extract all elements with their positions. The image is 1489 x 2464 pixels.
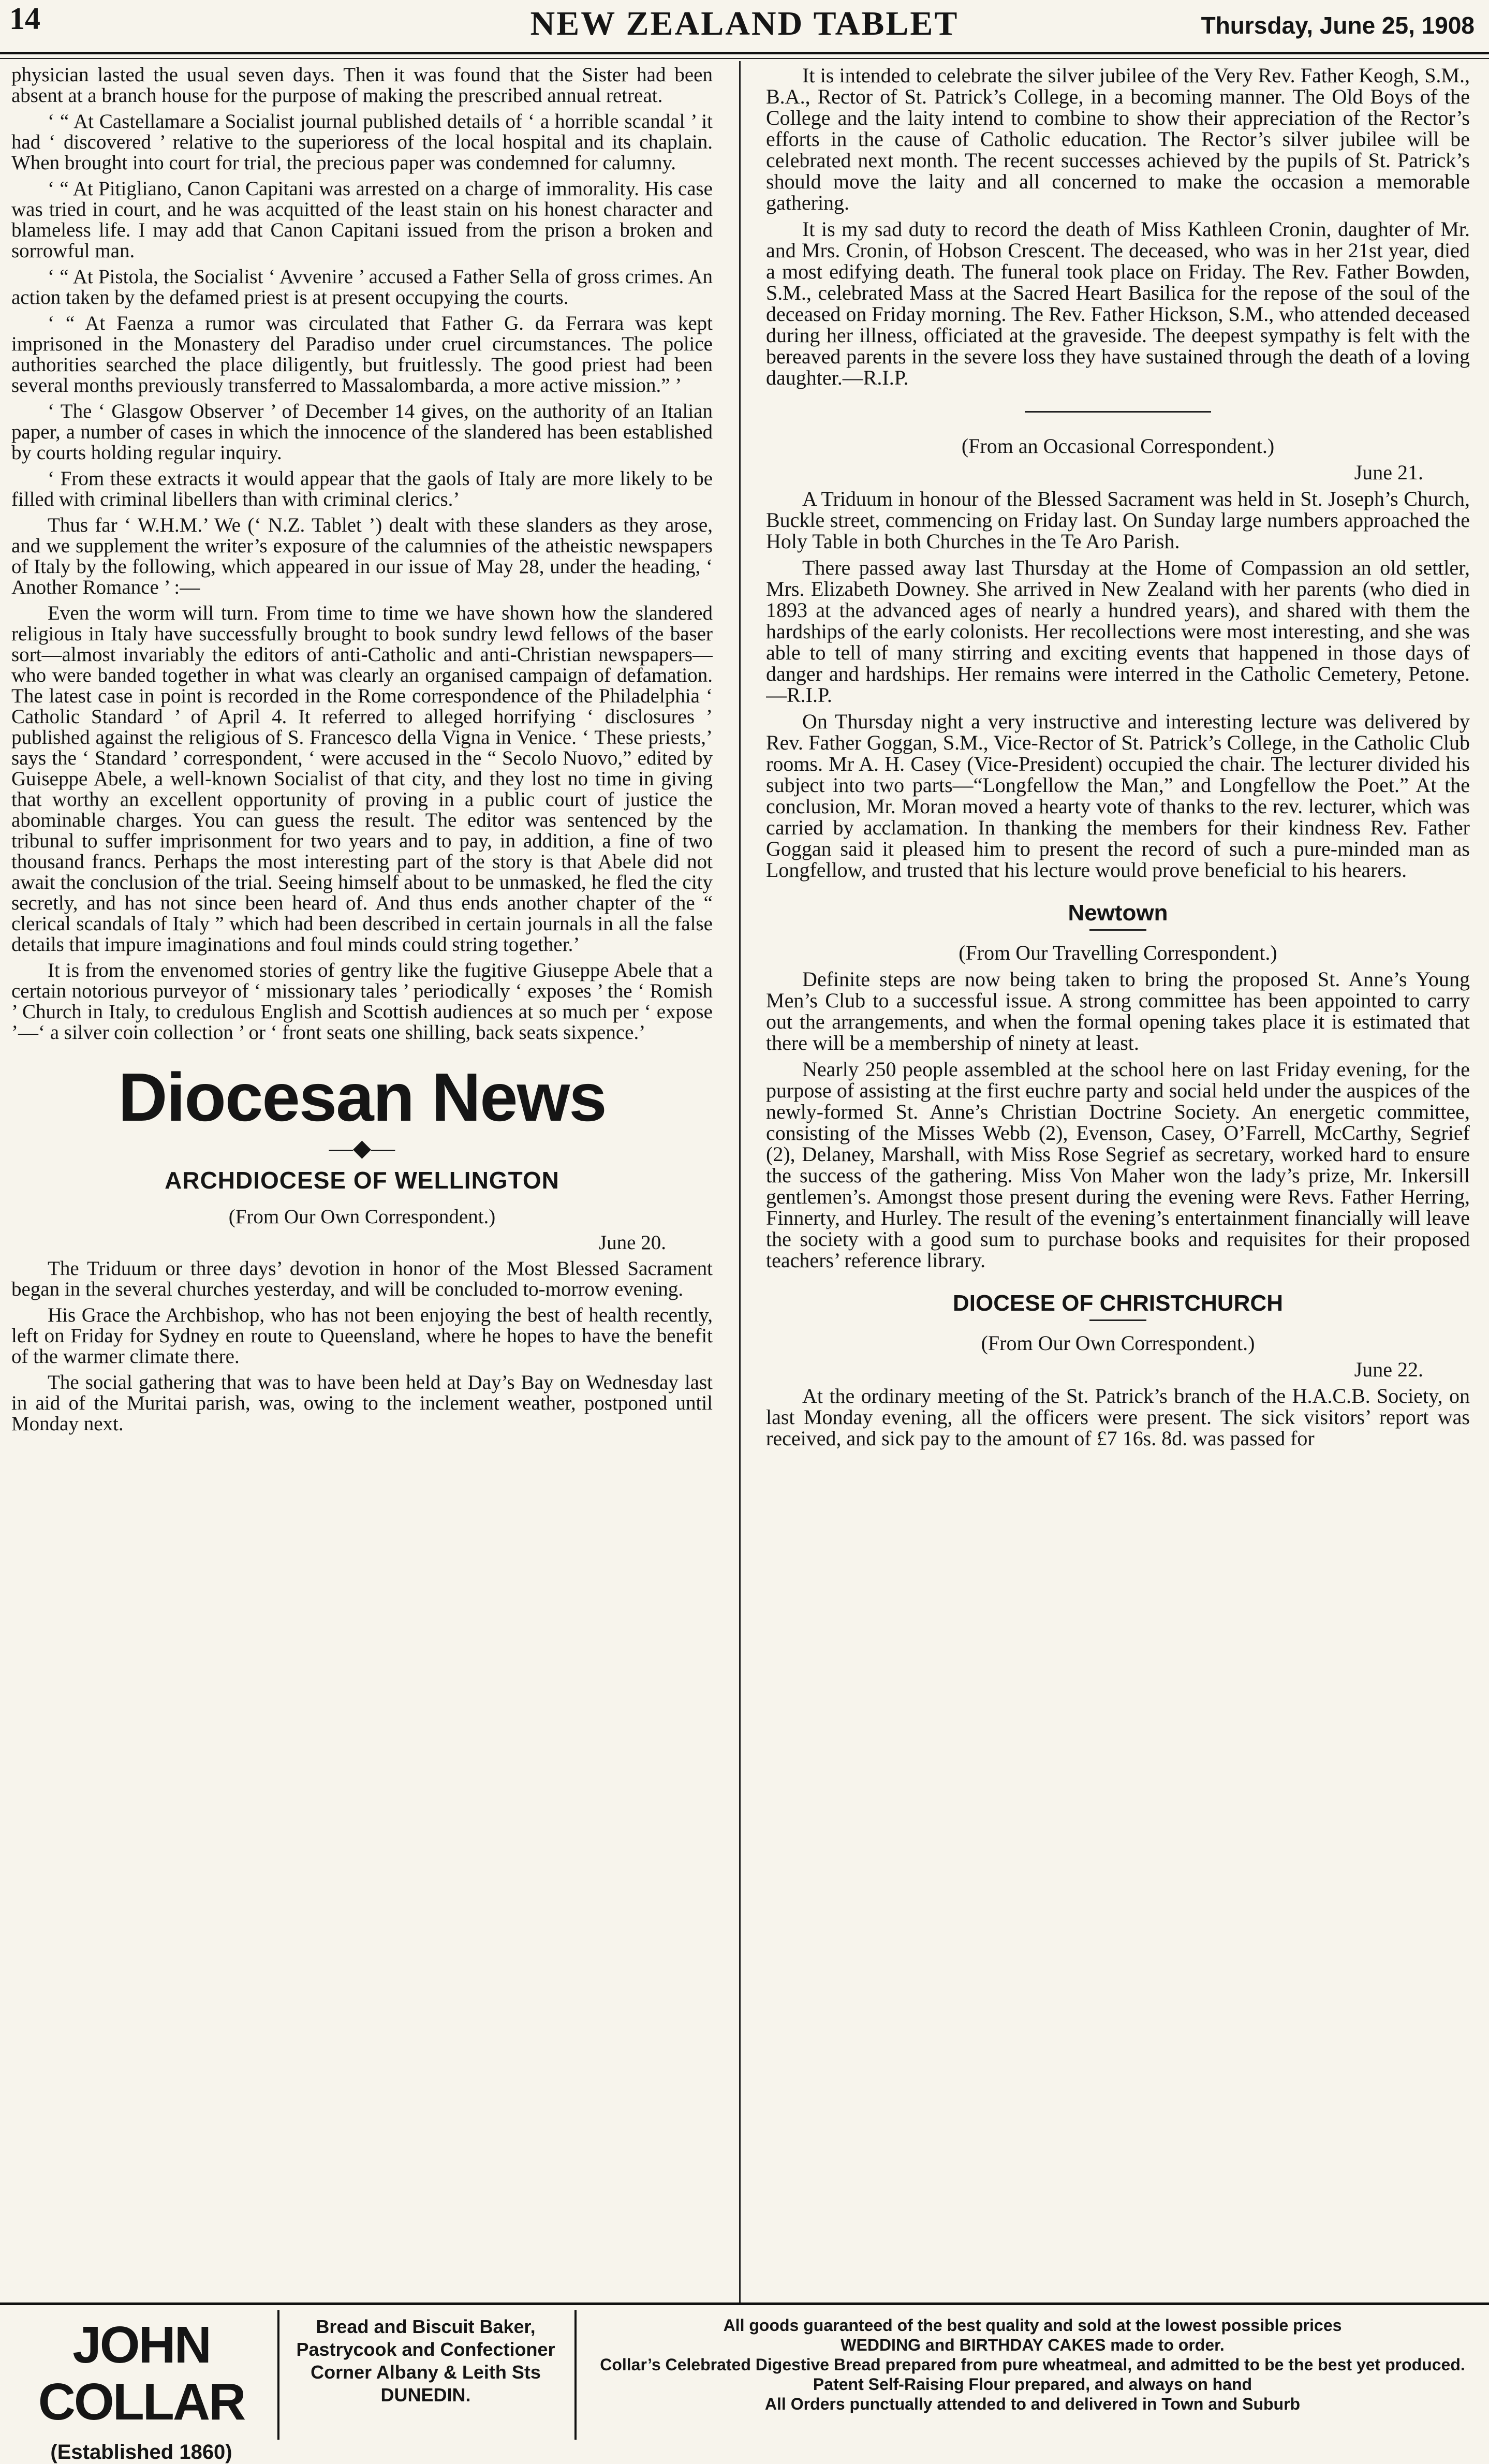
ad-divider (574, 2310, 577, 2440)
correspondent-line: (From Our Own Correspondent.) (981, 1331, 1255, 1355)
ad-trade-box (285, 2315, 567, 2407)
correspondent-line: (From an Occasional Correspondent.) (961, 434, 1275, 458)
ad-established: (Established 1860) (50, 2441, 232, 2463)
ornament-divider: —◆— (329, 1135, 395, 1161)
ad-trade-line: Pastrycook and Confectioner (296, 2339, 555, 2360)
article-paragraph: Even the worm will turn. From time to time we have shown how the slandered religious in Italy have successfully brought to book sundry lewd fellows of the baser sort—almost invariably the editors of anti-Catholic and anti-Christian newspapers—who were banded together in what was clearly an organised campaign of defamation. The latest case in point is recorded in the Rome correspondence of the Philadelphia ‘ Catholic Standard ’ of April 4. It referred to alleged horrifying ‘ disclosures ’ published against the religious of S. Francesco della Vigna in Venice. ‘ These priests,’ says the ‘ Standard ’ correspondent, ‘ were accused in the “ Secolo Nuovo,” edited by Guiseppe Abele, a well-known Socialist of that city, and they lost no time in giving that worthy an excellent opportunity of proving in a public court of justice the abominable charges. You can guess the result. The editor was sentenced by the tribunal to suffer imprisonment for two years and to pay, in addition, a fine of two thousand francs. Perhaps the most interesting part of the story is that Abele did not await the conclusion of the trial. Seeing himself about to be unmasked, he fled the city secretly, and has not since been heard of. And thus ends another chapter of the “ clerical scandals of Italy ” which had been described in certain journals in all the false details that impure imaginations and foul minds could string together.’ (11, 602, 713, 956)
archdiocese-heading: ARCHDIOCESE OF WELLINGTON (165, 1167, 559, 1194)
article-paragraph: A Triduum in honour of the Blessed Sacrament was held in St. Joseph’s Church, Buckle street, commencing on Friday last. On Sunday large numbers approached the Holy Table in both Churches in the Te Aro Parish. (766, 487, 1470, 553)
article-paragraph: ‘ “ At Pistola, the Socialist ‘ Avvenire ’ accused a Father Sella of gross crimes. An action taken by the defamed priest is at present occupying the courts. (11, 266, 713, 309)
article-paragraph: ‘ “ At Faenza a rumor was circulated that Father G. da Ferrara was kept imprisoned in the Monastery del Paradiso under cruel circumstances. The police authorities searched the place diligently, but fruitlessly. The good priest had been several months previously transferred to Massalombarda, a more active mission.” ’ (11, 312, 713, 397)
header-rule (0, 58, 1489, 59)
page-header (0, 0, 1489, 54)
page-number: 14 (9, 2, 40, 36)
article-paragraph: The social gathering that was to have been held at Day’s Bay on Wednesday last in aid of the Muritai parish, was, owing to the inclement weather, postponed until Monday next. (11, 1371, 713, 1435)
article-paragraph: His Grace the Archbishop, who has not been enjoying the best of health recently, left on Friday for Sydney en route to Queensland, where he hopes to have the benefit of the warmer climate there. (11, 1304, 713, 1368)
article-paragraph: ‘ From these extracts it would appear that the gaols of Italy are more likely to be filled with criminal libellers than with criminal clerics.’ (11, 467, 713, 510)
ad-detail-line: All goods guaranteed of the best quality and sold at the lowest possible prices (723, 2316, 1342, 2335)
ad-address-line: Corner Albany & Leith Sts (311, 2362, 541, 2383)
masthead-title: NEW ZEALAND TABLET (530, 5, 959, 42)
dateline: June 20. (599, 1231, 666, 1254)
dateline: June 22. (1354, 1358, 1423, 1381)
article-paragraph: Nearly 250 people assembled at the school here on last Friday evening, for the purpose of assisting at the first euchre party and social held under the auspices of the newly-formed St. Anne’s Christian Doctrine Society. An energetic committee, consisting of the Misses Webb (2), Evenson, Casey, O’Farrell, McCarthy, Segrief (2), Delaney, Marshall, with Miss Rose Segrief as secretary, worked hard to ensure the success of the gathering. Miss Von Maher won the lady’s prize, Mr. Inkersill gentlemen’s. Amongst those present during the evening were Revs. Father Herring, Finnerty, and Hurley. The result of the evening’s entertainment financially will leave the society with a good sum to purchase books and requisites for their proposed teachers’ reference library. (766, 1058, 1470, 1272)
article-paragraph: The Triduum or three days’ devotion in honor of the Most Blessed Sacrament began in the several churches yesterday, and will be concluded to-morrow evening. (11, 1257, 713, 1300)
ad-trade-line: Bread and Biscuit Baker, (316, 2316, 536, 2337)
article-paragraph: ‘ “ At Pitigliano, Canon Capitani was arrested on a charge of immorality. His case was tried in court, and he was acquitted of the least stain on his honest character and blameless life. I may add that Canon Capitani issued from the prison a broken and sorrowful man. (11, 178, 713, 262)
article-paragraph: ‘ The ‘ Glasgow Observer ’ of December 14 gives, on the authority of an Italian paper, a number of cases in which the innocence of the slandered has been established by courts holding regular inquiry. (11, 400, 713, 464)
article-paragraph: There passed away last Thursday at the Home of Compassion an old settler, Mrs. Elizabeth Downey. She arrived in New Zealand with her parents (who died in 1893 at the advanced ages of nearly a hundred years), and shared with them the hardships of the early colonists. Her recollections were most interesting, and she was able to tell of many stirring and exciting events that happened in those days of danger and hardships. Her remains were interred in the Catholic Cemetery, Petone.—R.I.P. (766, 556, 1470, 707)
correspondent-line: (From Our Travelling Correspondent.) (959, 941, 1277, 964)
article-paragraph: At the ordinary meeting of the St. Patrick’s branch of the H.A.C.B. Society, on last Monday evening, all the officers were present. The sick visitors’ report was received, and sick pay to the amount of £7 16s. 8d. was passed for (766, 1384, 1470, 1450)
article-paragraph: Thus far ‘ W.H.M.’ We (‘ N.Z. Tablet ’) dealt with these slanders as they arose, and we supplement the writer’s exposure of the calumnies of the atheistic newspapers of Italy by the following, which appeared in our issue of May 28, under the heading, ‘ Another Romance ’ :— (11, 514, 713, 598)
ad-brand-name: JOHN COLLAR (38, 2316, 245, 2431)
article-paragraph: It is from the envenomed stories of gentry like the fugitive Giuseppe Abele that a certain notorious purveyor of ‘ missionary tales ’ periodically ‘ exposes ’ the ‘ Romish ’ Church in Italy, to credulous English and Scottish audiences at so much per ‘ expose ’—‘ a silver coin collection ’ or ‘ front seats one shilling, back seats sixpence.’ (11, 959, 713, 1044)
heading-rule (1089, 929, 1146, 931)
issue-date: Thursday, June 25, 1908 (1201, 12, 1475, 39)
correspondent-line: (From Our Own Correspondent.) (228, 1206, 496, 1228)
ad-address-line: DUNEDIN. (380, 2384, 471, 2406)
heading-rule (1089, 1319, 1146, 1321)
christchurch-heading: DIOCESE OF CHRISTCHURCH (952, 1290, 1284, 1316)
ad-divider (277, 2310, 279, 2440)
newtown-heading: Newtown (1068, 900, 1168, 926)
ad-brand-box (9, 2316, 273, 2464)
article-paragraph: It is intended to celebrate the silver jubilee of the Very Rev. Father Keogh, S.M., B.A., Rector of St. Patrick’s College, in a becoming manner. The Old Boys of the College and the laity intend to combine to show their appreciation of the Rector’s efforts in the cause of Catholic education. The Rector’s silver jubilee will be celebrated next month. The recent successes achieved by the pupils of St. Patrick’s should move the laity and all concerned to make the occasion a memorable gathering. (766, 65, 1470, 214)
ad-detail-line: WEDDING and BIRTHDAY CAKES made to order. (841, 2336, 1225, 2354)
column-divider (739, 61, 741, 2302)
article-paragraph: Definite steps are now being taken to bring the proposed St. Anne’s Young Men’s Club to a successful issue. A strong committee has been appointed to carry out the arrangements, and when the formal opening takes place it is estimated that there will be a membership of ninety at least. (766, 967, 1470, 1054)
article-paragraph: physician lasted the usual seven days. Then it was found that the Sister had been absent at a branch house for the purpose of making the prescribed annual retreat. (11, 65, 713, 107)
left-column (11, 65, 713, 2298)
article-paragraph: ‘ “ At Castellamare a Socialist journal published details of ‘ a horrible scandal ’ it had ‘ discovered ’ relative to the superioress of the local hospital and its chaplain. When brought into court for trial, the precious paper was condemned for calumny. (11, 110, 713, 174)
ad-detail-line: All Orders punctually attended to and delivered in Town and Suburb (764, 2395, 1301, 2413)
section-separator (1025, 411, 1211, 413)
dateline: June 21. (1354, 461, 1423, 484)
diocesan-news-title: Diocesan News (118, 1059, 606, 1135)
ad-details-box (582, 2315, 1483, 2414)
right-column (766, 65, 1470, 2298)
ad-detail-line: Collar’s Celebrated Digestive Bread prepared from pure wheatmeal, and admitted to be the best yet produced. Patent Self-Raising Flour prepared, and always on hand (600, 2355, 1465, 2394)
article-paragraph: On Thursday night a very instructive and interesting lecture was delivered by Rev. Father Goggan, S.M., Vice-Rector of St. Patrick’s College, in the Catholic Club rooms. Mr A. H. Casey (Vice-President) occupied the chair. The lecturer divided his subject into two parts—“Longfellow the Man,” and Longfellow the Poet.” At the conclusion, Mr. Moran moved a hearty vote of thanks to the rev. lecturer, which was carried by acclamation. In thanking the members for their kindness Rev. Father Goggan said it pleased him to present the record of such a pure-minded man as Longfellow, and trusted that his lecture would prove beneficial to his hearers. (766, 710, 1470, 882)
advertisement-footer (0, 2302, 1489, 2463)
article-paragraph: It is my sad duty to record the death of Miss Kathleen Cronin, daughter of Mr. and Mrs. Cronin, of Hobson Crescent. The deceased, who was in her 21st year, died a most edifying death. The funeral took place on Friday. The Rev. Father Bowden, S.M., celebrated Mass at the Sacred Heart Basilica for the repose of the soul of the deceased on Friday morning. The Rev. Father Hickson, S.M., who attended deceased during her illness, officiated at the graveside. The deepest sympathy is felt with the bereaved parents in the severe loss they have sustained through the death of a loving daughter.—R.I.P. (766, 217, 1470, 389)
